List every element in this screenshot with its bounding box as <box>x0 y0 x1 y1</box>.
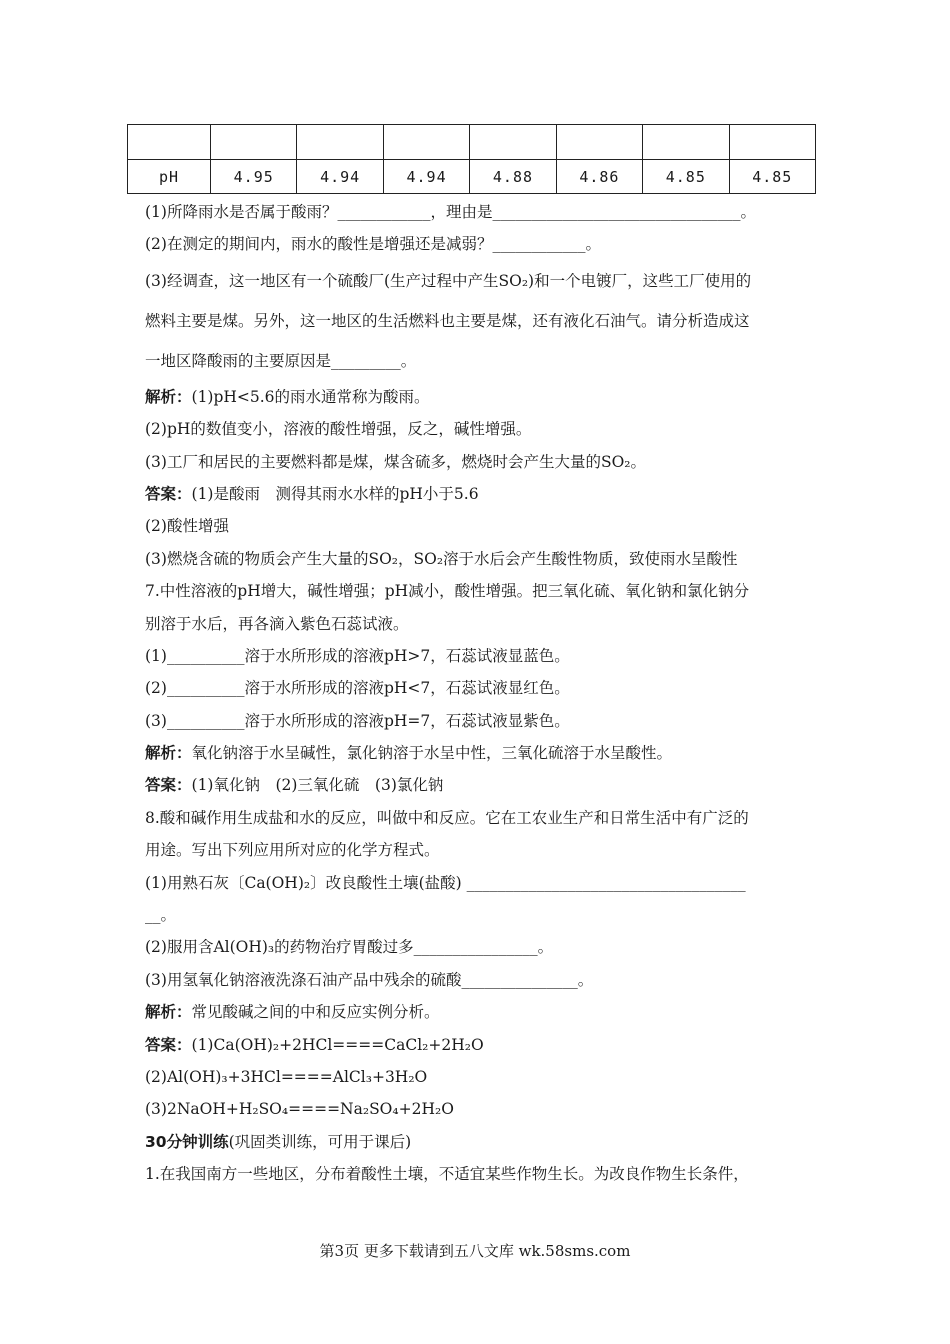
text-line: (3)用氢氧化钠溶液洗涤石油产品中残余的硫酸_______________。 <box>145 970 594 989</box>
text-line: (1)Ca(OH)₂+2HCl====CaCl₂+2H₂O <box>191 1035 484 1054</box>
text-line: (1)是酸雨 测得其雨水水样的pH小于5.6 <box>191 484 479 503</box>
analysis-label: 解析： <box>145 1003 192 1022</box>
table-cell <box>128 125 211 160</box>
document-body <box>145 196 815 1191</box>
text-line: 用途。写出下列应用所对应的化学方程式。 <box>145 841 440 860</box>
text-line: (3)工厂和居民的主要燃料都是煤，煤含硫多，燃烧时会产生大量的SO₂。 <box>145 452 646 471</box>
section-heading: 30分钟训练 <box>145 1132 229 1151</box>
ph-table <box>127 124 816 194</box>
text-line: (3)2NaOH+H₂SO₄====Na₂SO₄+2H₂O <box>145 1100 454 1119</box>
text-line: (1)__________溶于水所形成的溶液pH>7，石蕊试液显蓝色。 <box>145 646 570 665</box>
text-line: (3)__________溶于水所形成的溶液pH=7，石蕊试液显紫色。 <box>145 711 570 730</box>
text-line: (1)所降雨水是否属于酸雨？____________，理由是________________________________。 <box>145 203 756 221</box>
table-row <box>128 125 816 160</box>
table-cell: 4.85 <box>643 160 729 194</box>
question-line: 8.酸和碱作用生成盐和水的反应，叫做中和反应。它在工农业生产和日常生活中有广泛的 <box>145 808 749 827</box>
section-heading-line <box>145 1126 815 1158</box>
answer-label: 答案： <box>145 776 192 795</box>
table-cell: 4.86 <box>556 160 642 194</box>
table-cell: 4.94 <box>383 160 469 194</box>
text-line: (巩固类训练，可用于课后) <box>228 1132 412 1151</box>
text-line: 燃料主要是煤。另外，这一地区的生活燃料也主要是煤，还有液化石油气。请分析造成这 <box>145 311 750 330</box>
table-cell <box>297 125 383 160</box>
analysis-label: 解析： <box>145 387 192 406</box>
answer-label: 答案： <box>145 484 192 503</box>
text-line: 一地区降酸雨的主要原因是_________。 <box>145 351 417 370</box>
page-footer: 第3页 更多下载请到五八文库 wk.58sms.com <box>319 1242 631 1260</box>
answer-label: 答案： <box>145 1035 192 1054</box>
text-line: (3)燃烧含硫的物质会产生大量的SO₂，SO₂溶于水后会产生酸性物质，致使雨水呈酸性 <box>145 549 738 568</box>
question-line: 1.在我国南方一些地区，分布着酸性土壤，不适宜某些作物生长。为改良作物生长条件， <box>145 1165 749 1184</box>
text-line: (1)用熟石灰〔Ca(OH)₂〕改良酸性土壤(盐酸) ____________________________________ <box>145 873 746 892</box>
table-cell: 4.95 <box>211 160 297 194</box>
text-line: (2)酸性增强 <box>145 517 229 536</box>
analysis-label: 解析： <box>145 744 192 763</box>
text-line: (1)pH<5.6的雨水通常称为酸雨。 <box>191 387 430 406</box>
table-cell: 4.88 <box>470 160 556 194</box>
text-line: (2)服用含Al(OH)₃的药物治疗胃酸过多________________。 <box>145 938 554 957</box>
text-line: (3)经调查，这一地区有一个硫酸厂(生产过程中产生SO₂)和一个电镀厂，这些工厂使用的 <box>145 271 752 290</box>
table-cell <box>211 125 297 160</box>
question-line: 7.中性溶液的pH增大，碱性增强；pH减小，酸性增强。把三氧化硫、氧化钠和氯化钠分 <box>145 582 750 601</box>
analysis-line <box>145 996 815 1028</box>
table-cell: 4.85 <box>729 160 815 194</box>
text-line: (2)__________溶于水所形成的溶液pH<7，石蕊试液显红色。 <box>145 679 570 698</box>
text-line: (2)Al(OH)₃+3HCl====AlCl₃+3H₂O <box>145 1067 428 1086</box>
answer-line <box>145 478 815 510</box>
answer-line <box>145 1029 815 1061</box>
table-cell: 4.94 <box>297 160 383 194</box>
text-line: (2)在测定的期间内，雨水的酸性是增强还是减弱？____________。 <box>145 235 601 254</box>
answer-line <box>145 769 815 801</box>
analysis-line <box>145 381 815 413</box>
table-cell-ph-label: pH <box>128 160 211 194</box>
table-cell <box>383 125 469 160</box>
table-cell <box>470 125 556 160</box>
text-line: 常见酸碱之间的中和反应实例分析。 <box>191 1003 440 1022</box>
text-line: (2)pH的数值变小，溶液的酸性增强，反之，碱性增强。 <box>145 420 532 439</box>
text-line: (1)氧化钠 (2)三氧化硫 (3)氯化钠 <box>191 776 444 795</box>
table-cell <box>556 125 642 160</box>
table-cell <box>643 125 729 160</box>
table-cell <box>729 125 815 160</box>
table-row <box>128 160 816 194</box>
analysis-line <box>145 737 815 769</box>
text-line: 别溶于水后，再各滴入紫色石蕊试液。 <box>145 614 409 633</box>
text-line: __。 <box>145 906 177 925</box>
text-line: 氧化钠溶于水呈碱性，氯化钠溶于水呈中性，三氧化硫溶于水呈酸性。 <box>191 744 673 763</box>
